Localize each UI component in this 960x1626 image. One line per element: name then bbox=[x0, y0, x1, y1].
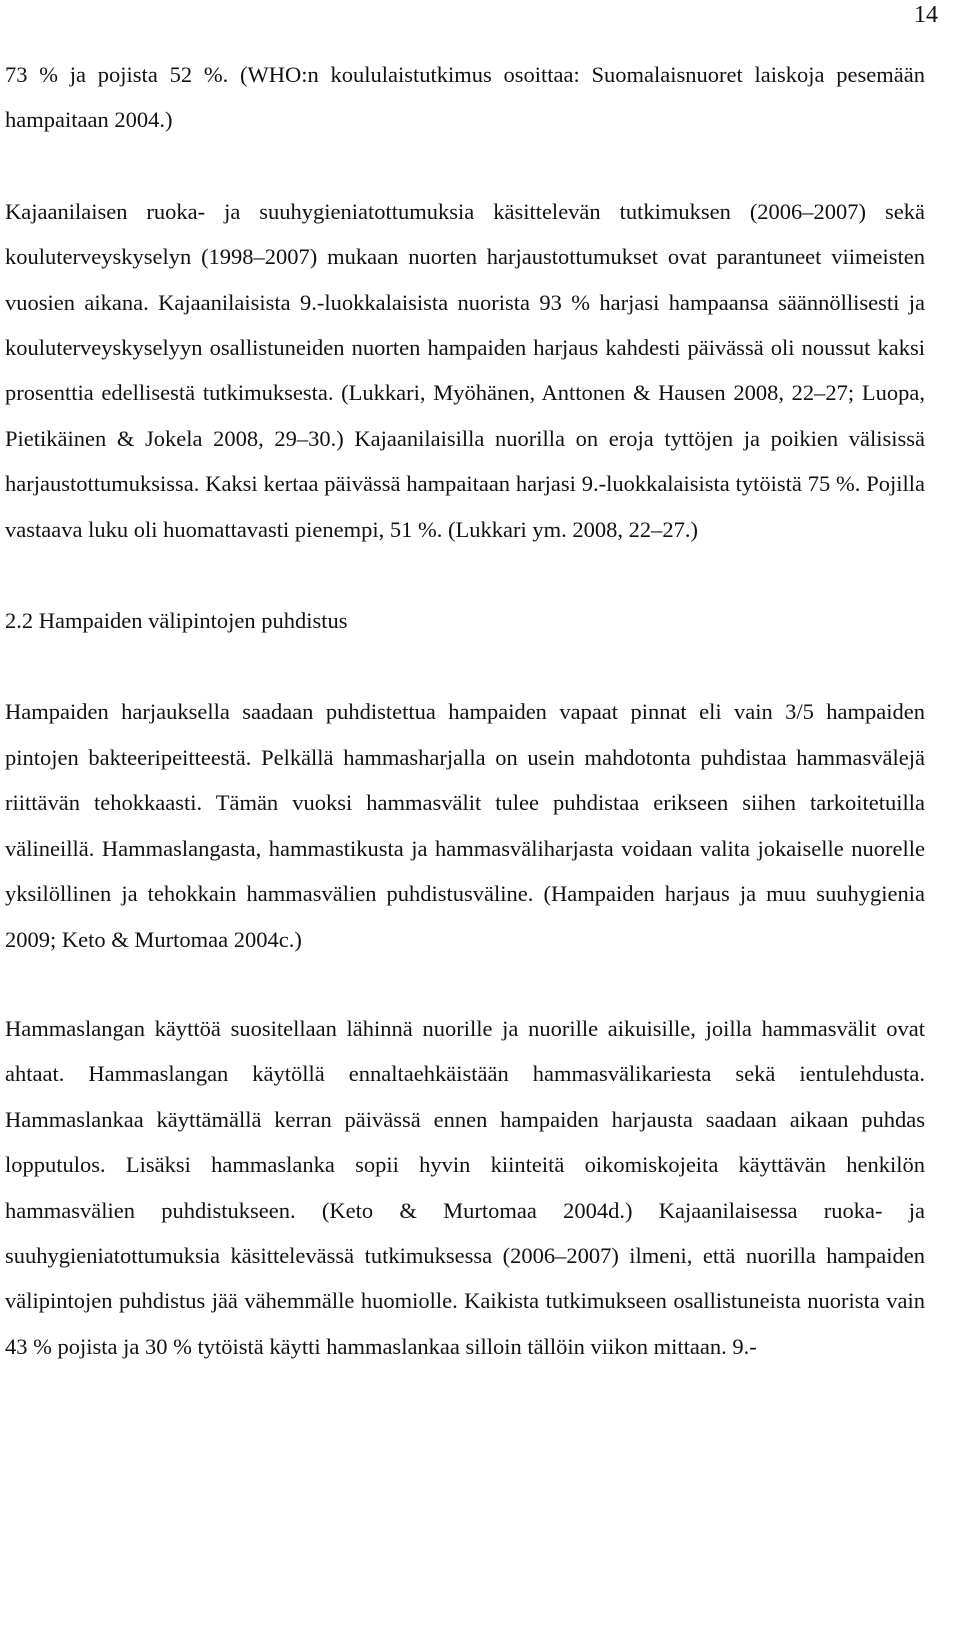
page-number: 14 bbox=[914, 2, 938, 28]
paragraph-who-study: 73 % ja pojista 52 %. (WHO:n koululaistutkimus osoittaa: Suomalaisnuoret laiskoja pesemään hampaitaan 2004.) bbox=[5, 62, 925, 133]
document-body bbox=[5, 52, 925, 1369]
section-heading: 2.2 Hampaiden välipintojen puhdistus bbox=[5, 608, 348, 634]
paragraph-dental-floss: Hammaslangan käyttöä suositellaan lähinnä nuorille ja nuorille aikuisille, joilla hammasvälit ovat ahtaat. Hammaslangan käytöllä ennaltaehkäistään hammasvälikariesta sekä ientulehdusta. Hammaslankaa käyttämällä kerran päivässä ennen hampaiden harjausta saadaan aikaan puhdas lopputulos. Lisäksi hammaslanka sopii hyvin kiinteitä oikomiskojeita käyttävän henkilön hammasvälien puhdistukseen. (Keto & Murtomaa 2004d.) Kajaanilaisessa ruoka- ja suuhygieniatottumuksia käsittelevässä tutkimuksessa (2006–2007) ilmeni, että nuorilla hampaiden välipintojen puhdistus jää vähemmälle huomiolle. Kaikista tutkimukseen osallistuneista nuorista vain 43 % pojista ja 30 % tytöistä käytti hammaslankaa silloin tällöin viikon mittaan. 9.- bbox=[5, 1015, 925, 1359]
paragraph-kajaani-brushing-habits: Kajaanilaisen ruoka- ja suuhygieniatottumuksia käsittelevän tutkimuksen (2006–2007) sekä kouluterveyskyselyn (1998–2007) mukaan nuorten harjaustottumukset ovat parantuneet viimeisten vuosien aikana. Kajaanilaisista 9.-luokkalaisista nuorista 93 % harjasi hampaansa säännöllisesti ja kouluterveyskyselyyn osallistuneiden nuorten hampaiden harjaus kahdesti päivässä oli noussut kaksi prosenttia edellisestä tutkimuksesta. (Lukkari, Myöhänen, Anttonen & Hausen 2008, 22–27; Luopa, Pietikäinen & Jokela 2008, 29–30.) Kajaanilaisilla nuorilla on eroja tyttöjen ja poikien välisissä harjaustottumuksissa. Kaksi kertaa päivässä hampaitaan harjasi 9.-luokkalaisista tytöistä 75 %. Pojilla vastaava luku oli huomattavasti pienempi, 51 %. (Lukkari ym. 2008, 22–27.) bbox=[5, 198, 925, 542]
paragraph-interdental-cleaning: Hampaiden harjauksella saadaan puhdistettua hampaiden vapaat pinnat eli vain 3/5 hampaiden pintojen bakteeripeitteestä. Pelkällä hammasharjalla on usein mahdotonta puhdistaa hammasvälejä riittävän tehokkaasti. Tämän vuoksi hammasvälit tulee puhdistaa erikseen siihen tarkoitetuilla välineillä. Hammaslangasta, hammastikusta ja hammasväliharjasta voidaan valita jokaiselle nuorelle yksilöllinen ja tehokkain hammasvälien puhdistusväline. (Hampaiden harjaus ja muu suuhygienia 2009; Keto & Murtomaa 2004c.) bbox=[5, 699, 925, 952]
